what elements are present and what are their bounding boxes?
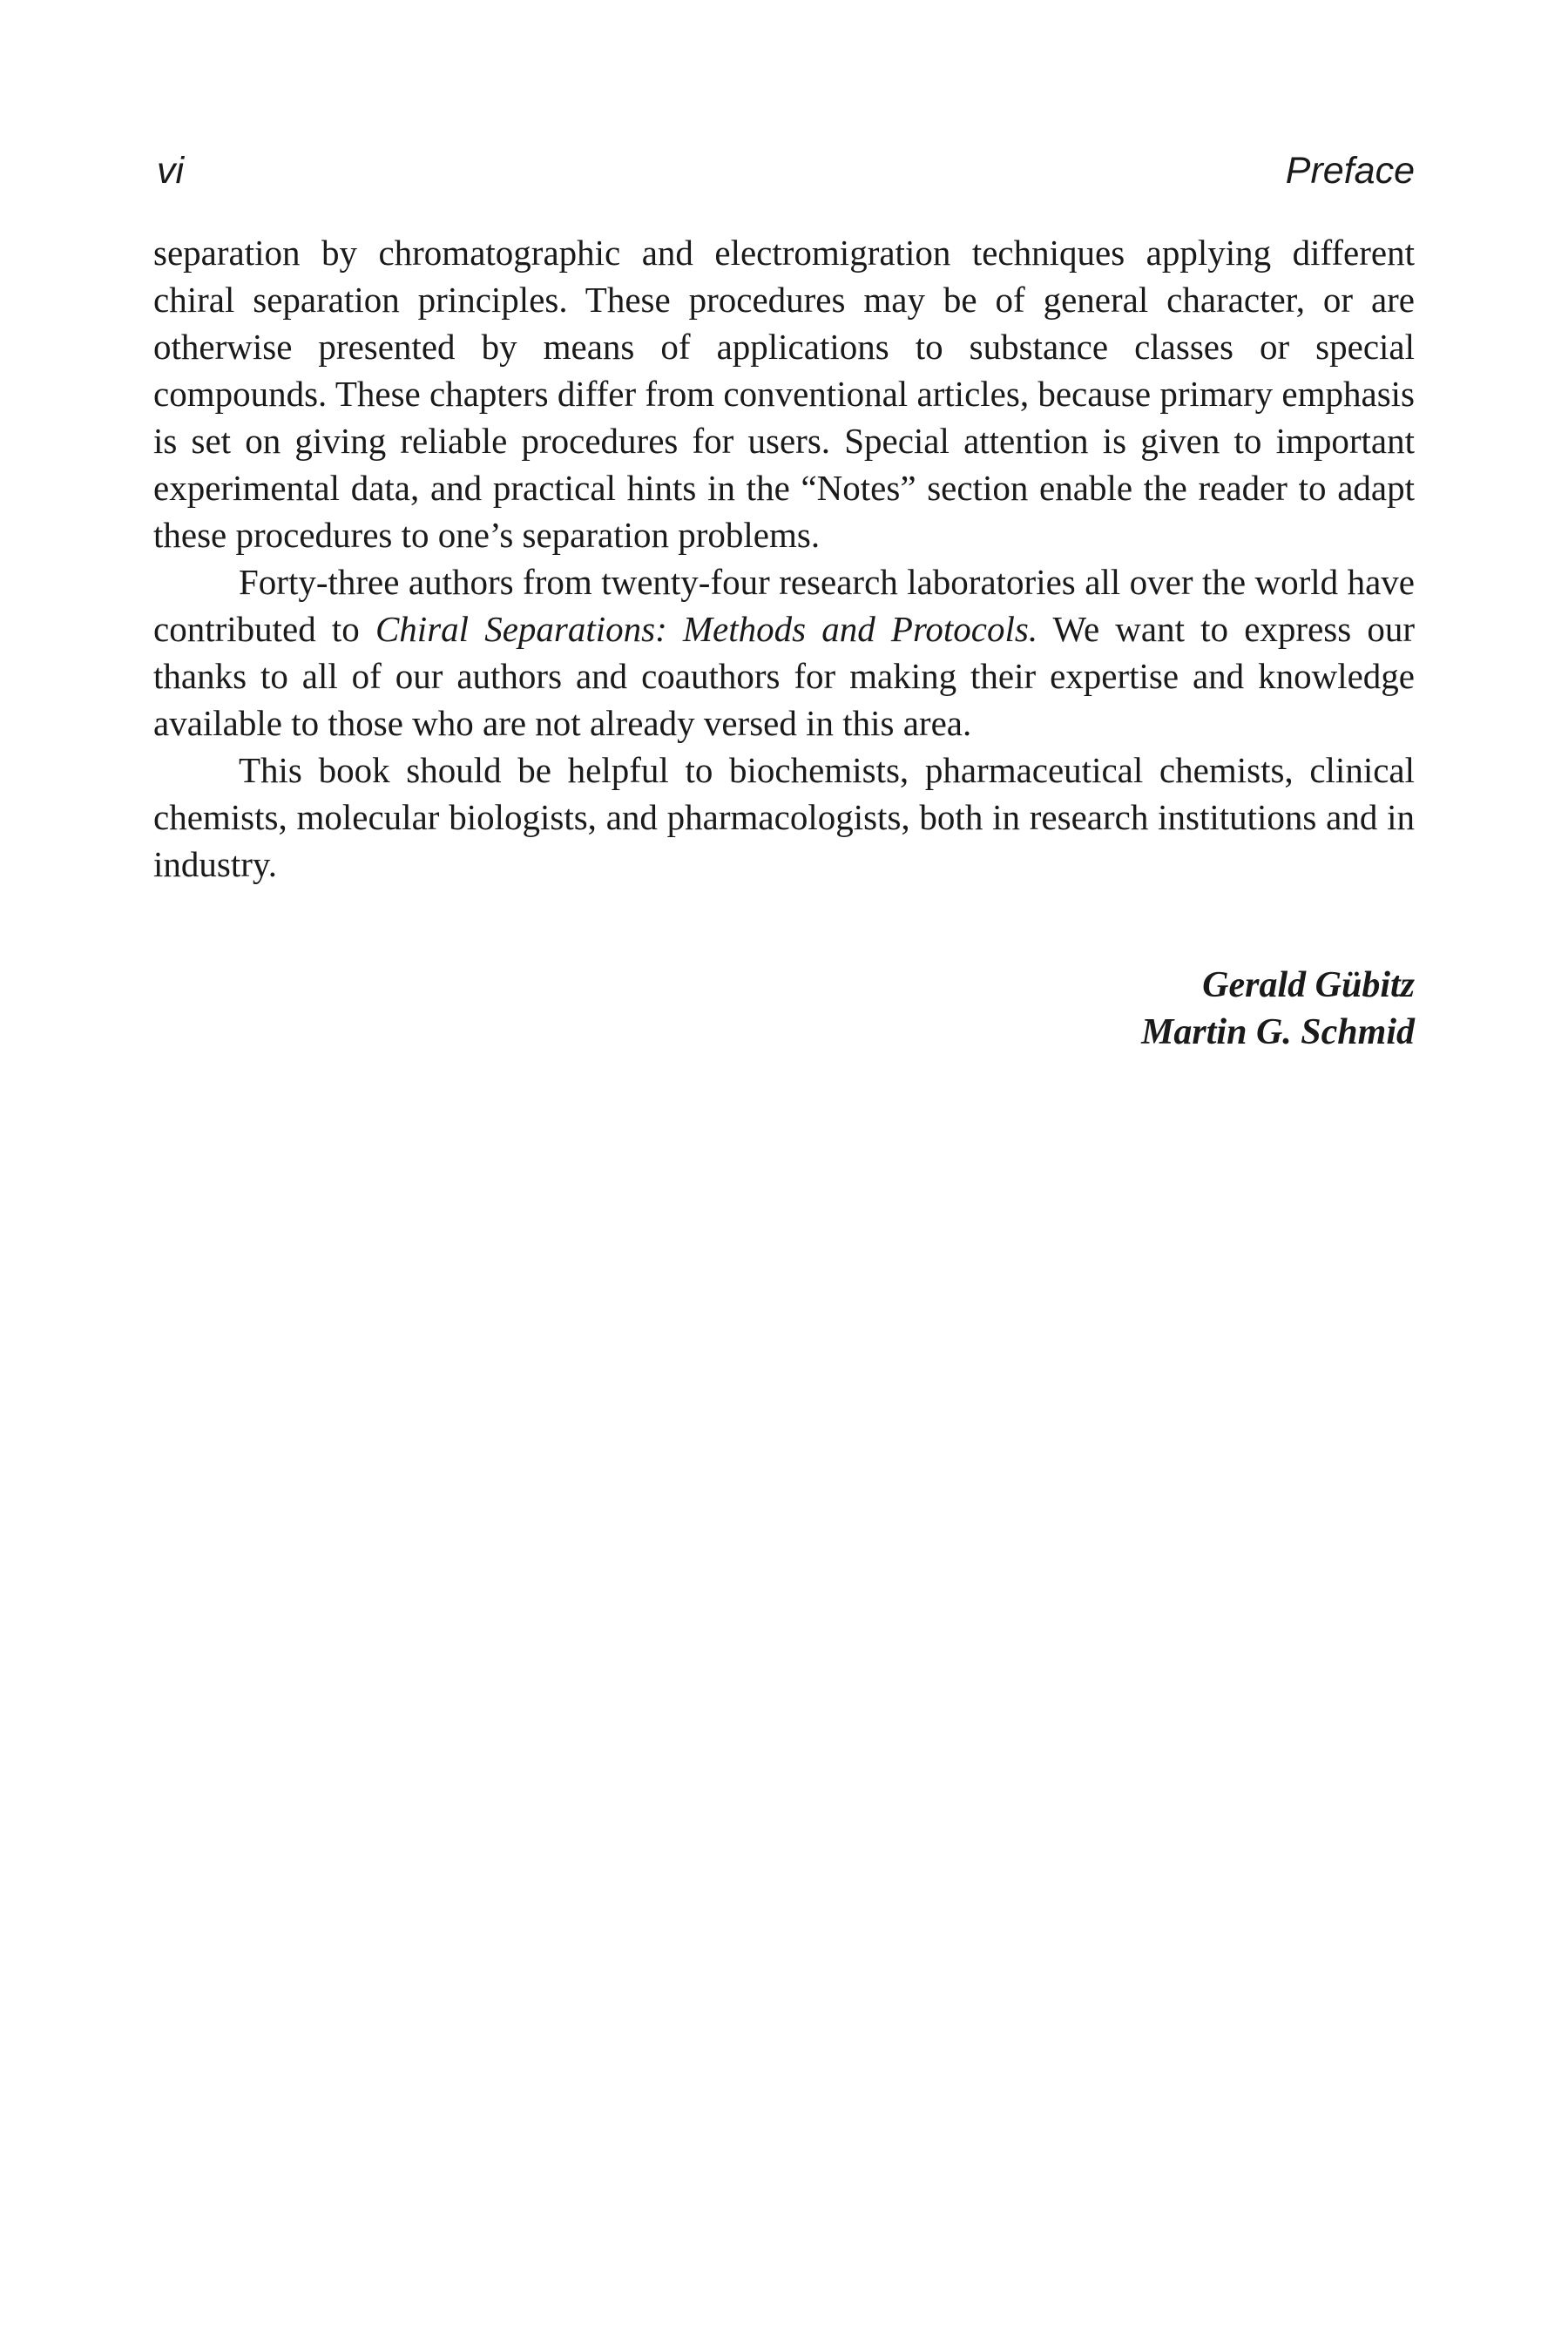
author-name: Gerald Gübitz [1202,965,1415,1005]
paragraph-continued: separation by chromatographic and electromigration techniques applying different chiral separation principles. These procedures may be of general character, or are otherwise presented by means of applications to substance classes or special compounds. These chapters differ from conventional articles, because primary emphasis is set on giving reliable procedures for users. Special attention is given to important experimental data, and practical hints in the “Notes” section enable the reader to adapt these procedures to one’s separation problems. [153,233,1415,555]
paragraph-contributors-text-end: We want to express our thanks to all of our authors and coauthors for making their expertise and knowledge available to those who are not already versed in this area. [153,609,1415,743]
author-name: Martin G. Schmid [1141,1012,1415,1052]
page-number: vi [157,150,185,192]
preface-body [153,229,1415,888]
book-title: Chiral Separations: Methods and Protocols. [375,609,1038,649]
running-head [153,146,1415,195]
signature-block [1141,962,1415,1056]
paragraph-audience: This book should be helpful to biochemists, pharmaceutical chemists, clinical chemists, molecular biologists, and pharmacologists, both in research institutions and in industry. [153,750,1415,884]
paragraph-contributors [153,558,1415,747]
paragraph-contributors-text-start: Forty-three authors from twenty-four research laboratories all over the world have contributed to [153,562,1415,649]
section-title: Preface [1285,150,1415,192]
